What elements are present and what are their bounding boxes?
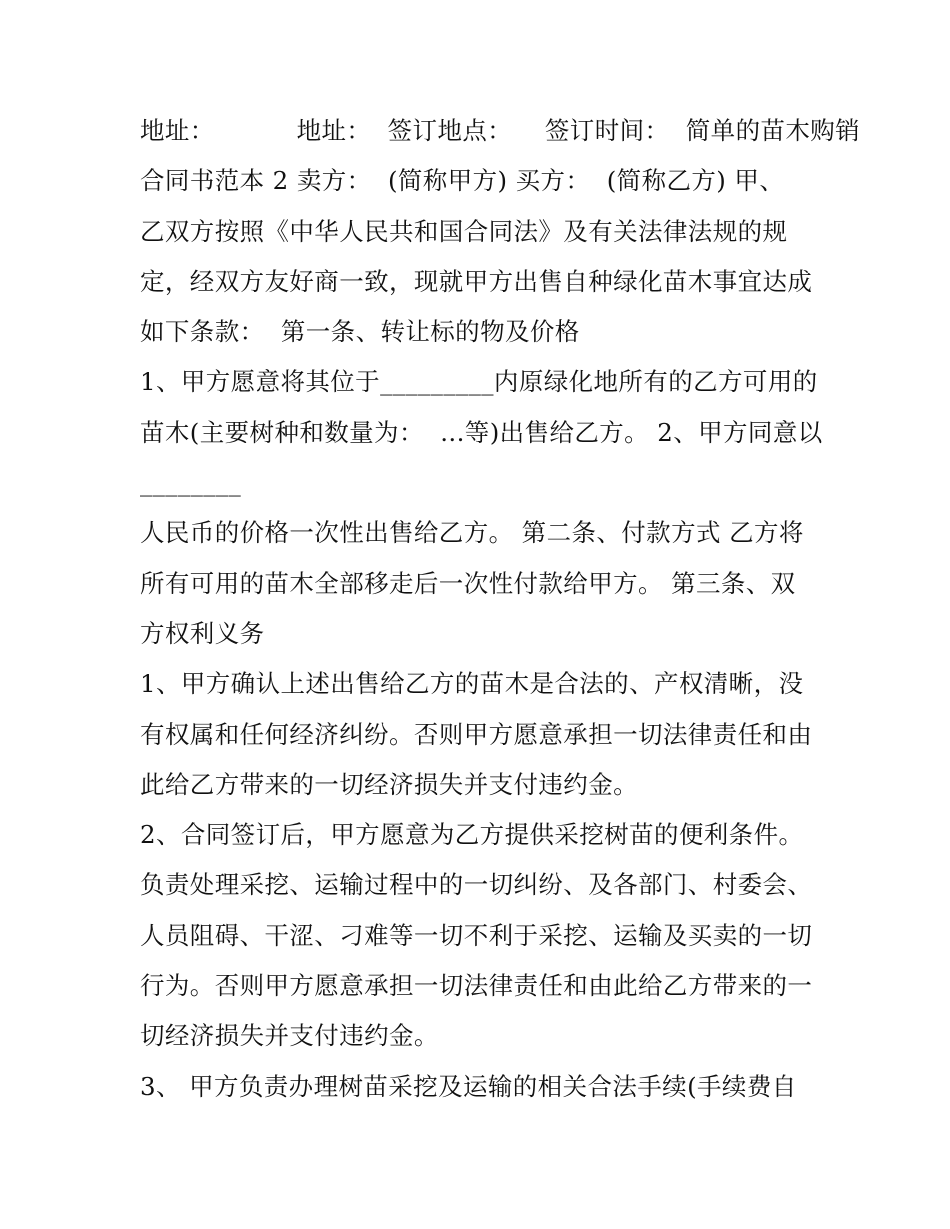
text-line: 苗木(主要树种和数量为： ...等)出售给乙方。 2、甲方同意以 xyxy=(140,417,823,447)
text-line: 地址： 地址： 签订地点： 签订时间： 简单的苗木购销 xyxy=(140,116,861,145)
text-line: 所有可用的苗木全部移走后一次性付款给甲方。 第三条、双 xyxy=(140,568,796,598)
text-line: 切经济损失并支付违约金。 xyxy=(140,1021,439,1051)
text-line: 方权利义务 xyxy=(140,618,265,648)
text-line: 有权属和任何经济纠纷。否则甲方愿意承担一切法律责任和由 xyxy=(140,719,813,749)
contract-body-text xyxy=(140,106,861,1112)
text-line: 人员阻碍、干涩、刁难等一切不利于采挖、运输及买卖的一切 xyxy=(140,920,813,950)
text-line: 合同书范本 2 卖方： (简称甲方) 买方： (简称乙方) 甲、 xyxy=(140,166,785,196)
text-line: 1、甲方愿意将其位于_________内原绿化地所有的乙方可用的 xyxy=(140,367,818,397)
text-line: 定，经双方友好商一致，现就甲方出售自种绿化苗木事宜达成 xyxy=(140,266,813,296)
text-line: 3、 甲方负责办理树苗采挖及运输的相关合法手续(手续费自 xyxy=(140,1071,797,1101)
text-line: 人民币的价格一次性出售给乙方。 第二条、付款方式 乙方将 xyxy=(140,518,804,548)
text-line: 乙双方按照《中华人民共和国合同法》及有关法律法规的规 xyxy=(140,216,788,246)
text-line: 此给乙方带来的一切经济损失并支付违约金。 xyxy=(140,769,638,799)
text-line: 负责处理采挖、运输过程中的一切纠纷、及各部门、村委会、 xyxy=(140,870,813,900)
text-line: ________ xyxy=(140,468,242,498)
text-line: 2、合同签订后，甲方愿意为乙方提供采挖树苗的便利条件。 xyxy=(140,820,804,850)
text-line: 如下条款： 第一条、转让标的物及价格 xyxy=(140,317,580,347)
text-line: 1、甲方确认上述出售给乙方的苗木是合法的、产权清晰，没 xyxy=(140,669,804,699)
text-line: 行为。否则甲方愿意承担一切法律责任和由此给乙方带来的一 xyxy=(140,971,813,1001)
